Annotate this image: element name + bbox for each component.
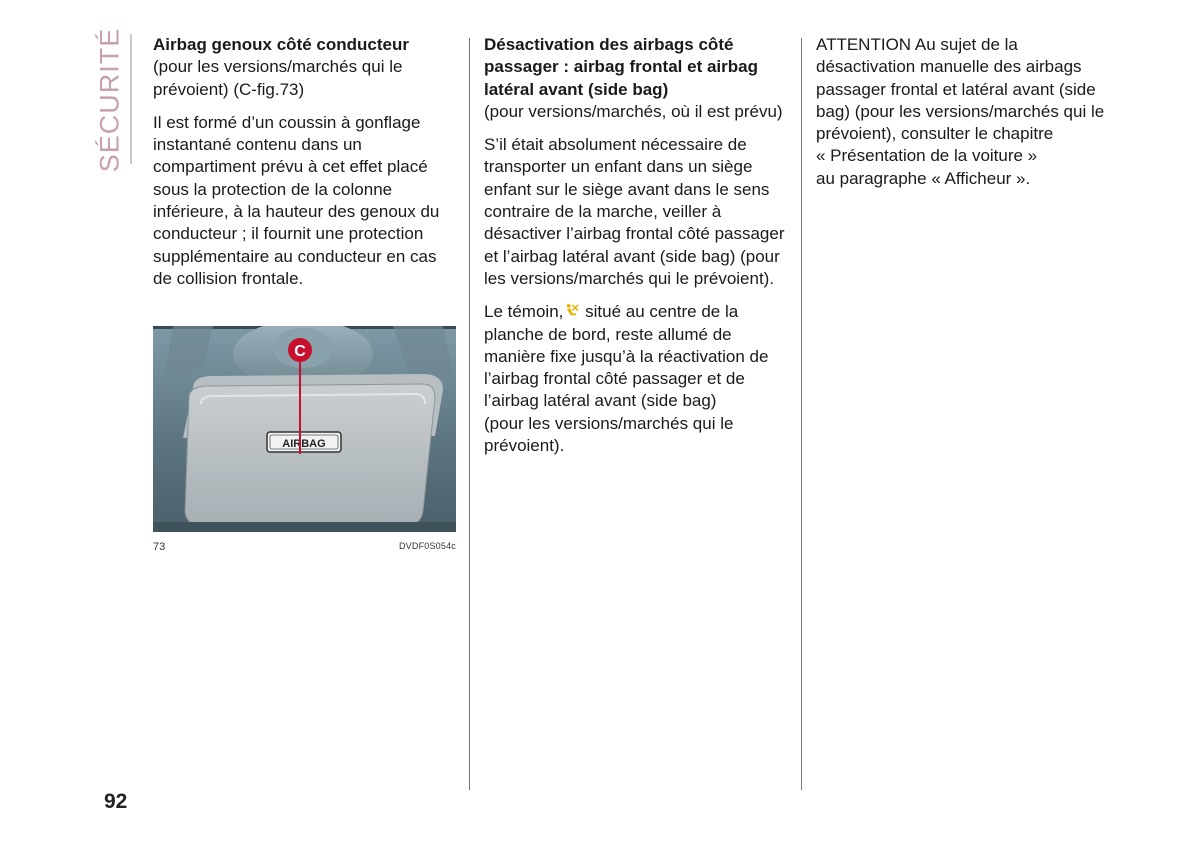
heading-knee-airbag: Airbag genoux côté conducteur <box>153 35 409 54</box>
column-divider <box>469 38 470 790</box>
attention-chapter: « Présentation de la voiture » <box>816 146 1038 166</box>
airbag-badge-text: AIRBAG <box>282 438 326 450</box>
page-number: 92 <box>104 790 128 813</box>
body-child-seat: S’il était absolument nécessaire de transporter un enfant dans un siège enfant sur le siège avant dans le sens contraire de la marche, veiller à désactiver l’airbag frontal côté passager et l’airbag latéral avant (side bag) (pour les versions/marchés qui le prévoient). <box>484 135 785 288</box>
attention-paragraph: au paragraphe « Afficheur ». <box>816 168 1031 188</box>
figure-knee-airbag <box>153 326 456 532</box>
figure-code: DVDF0S054c <box>398 541 456 551</box>
column-1 <box>153 34 453 301</box>
callout-letter: C <box>294 343 306 360</box>
column-divider <box>801 38 802 790</box>
passenger-airbag-off-icon <box>564 303 579 318</box>
knee-airbag-illustration <box>153 326 456 532</box>
section-title: SÉCURITÉ <box>94 27 125 173</box>
section-tab-rule <box>130 34 132 164</box>
body-knee-airbag: Il est formé d’un coussin à gonflage instantané contenu dans un compartiment prévu à cet effet placé sous la protection de la colonne inférieure, à la hauteur des genoux du conducteur ; il fournit une protection supplémentaire au conducteur en cas de collision frontale. <box>153 112 440 288</box>
attention-note <box>816 34 1116 190</box>
warning-text-end: (pour les versions/marchés qui le prévoient). <box>484 413 734 456</box>
column-2 <box>484 34 794 468</box>
subtitle-knee-airbag: (pour les versions/marchés qui le prévoient) (C-fig.73) <box>153 57 403 99</box>
body-warning-light <box>484 301 794 457</box>
column-3 <box>816 34 1116 201</box>
figure-caption <box>153 541 456 553</box>
attention-text: ATTENTION Au sujet de la désactivation manuelle des airbags passager frontal et latéral avant (side bag) (pour les versions/marchés qui le prévoient), consulter le chapitre <box>816 35 1105 144</box>
heading-passenger-deactivation: Désactivation des airbags côté passager : airbag frontal et airbag latéral avant (side bag) <box>484 35 758 99</box>
figure-number: 73 <box>153 541 166 553</box>
section-tab <box>92 27 128 173</box>
subtitle-passenger-deactivation: (pour versions/marchés, où il est prévu) <box>484 101 783 121</box>
warning-text-before: Le témoin, <box>484 302 564 322</box>
warning-text-after: situé au centre de la planche de bord, reste allumé de manière fixe jusqu’à la réactivation de l’airbag frontal côté passager et de l’airbag latéral avant (side bag) <box>484 302 769 411</box>
